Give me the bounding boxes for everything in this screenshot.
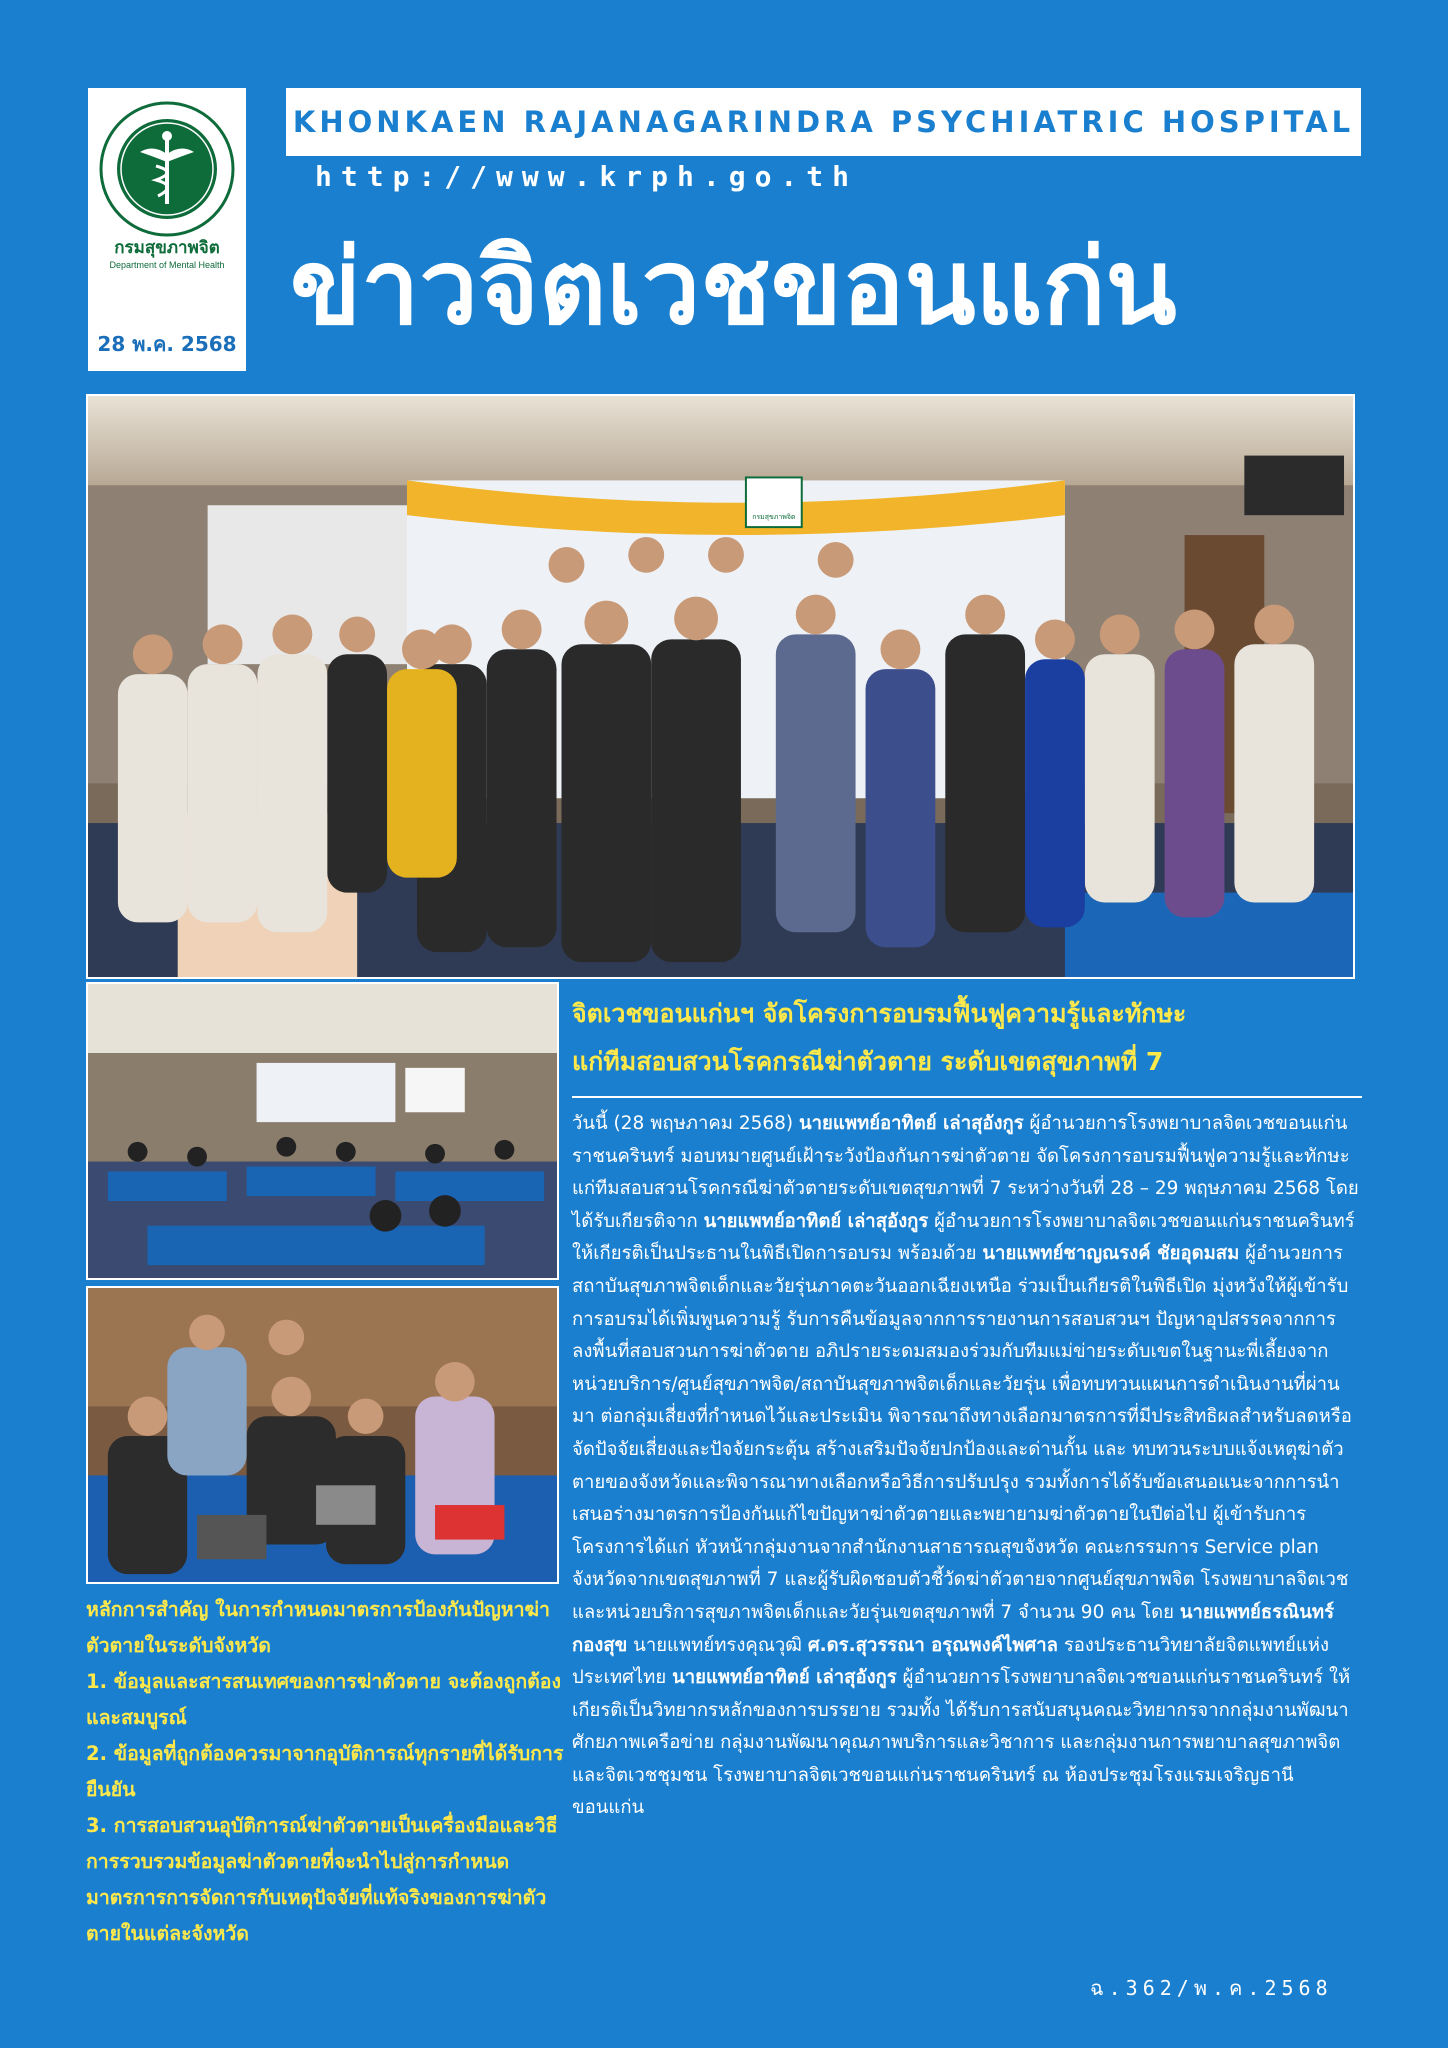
principle-item: 1. ข้อมูลและสารสนเทศของการฆ่าตัวตาย จะต้องถูกต้องและสมบูรณ์ [86,1670,562,1729]
body-segment: วันนี้ (28 พฤษภาคม 2568) [572,1113,800,1134]
body-segment: ผู้อำนวยการโรงพยาบาลจิตเวชขอนแก่นราชนครินทร์ ให้เกียรติเป็นประธานในพิธีเปิดการอบรม พร้อมด้วย [572,1210,1355,1265]
department-name-thai: กรมสุขภาพจิต [114,238,220,258]
principle-item: 3. การสอบสวนอุบัติการณ์ฆ่าตัวตายเป็นเครื่องมือและวิธีการรวบรวมข้อมูลฆ่าตัวตายที่จะนำไปสู่การกำหนดมาตรการการจัดการกับเหตุปัจจัยที่แท้จริงของการฆ่าตัวตายในแต่ละจังหวัด [86,1814,558,1945]
document-code: ฉ.362/พ.ค.2568 [1090,1976,1333,2000]
headline-divider [572,1096,1362,1098]
key-principles [86,1592,564,1952]
person-name: นายแพทย์ธรณินทร์ กองสุข [572,1601,1335,1656]
group-photo [86,394,1355,979]
body-segment: รองประธานวิทยาลัยจิตแพทย์แห่งประเทศไทย [572,1634,1330,1689]
principles-title: หลักการสำคัญ ในการกำหนดมาตรการป้องกันปัญหาฆ่าตัวตายในระดับจังหวัด [86,1598,550,1657]
website-url: http://www.krph.go.th [315,160,859,193]
logo-panel [88,88,246,371]
article-body [572,1108,1362,1825]
headline-line-2: แก่ทีมสอบสวนโรคกรณีฆ่าตัวตาย ระดับเขตสุขภาพที่ 7 [572,1047,1164,1076]
department-name-english: Department of Mental Health [109,260,225,270]
body-segment: นายแพทย์ทรงคุณวุฒิ [627,1634,808,1656]
person-name: นายแพทย์ชาญณรงค์ ชัยอุดมสม [982,1243,1240,1265]
hospital-name-bar [286,88,1361,156]
group-photo-image [88,396,1353,977]
article-headline [572,990,1362,1086]
body-segment: ผู้อำนวยการโรงพยาบาลจิตเวชขอนแก่นราชนครินทร์ มอบหมายศูนย์เฝ้าระวังป้องกันการฆ่าตัวตาย จัดโครงการอบรมฟื้นฟูความรู้และทักษะแก่ทีมสอบสวนโรคกรณีฆ่าตัวตายระดับเขตสุขภาพที่ 7 ระหว่างวันที่ 28 – 29 พฤษภาคม 2568 โดยได้รับเกียรติจาก [572,1113,1359,1232]
ministry-seal-icon [98,100,236,238]
headline-line-1: จิตเวชขอนแก่นฯ จัดโครงการอบรมฟื้นฟูความรู้และทักษะ [572,999,1187,1028]
person-name: นายแพทย์อาทิตย์ เล่าสุอังกูร [799,1113,1024,1134]
training-room-image [88,984,557,1278]
person-name: นายแพทย์อาทิตย์ เล่าสุอังกูร [672,1667,897,1689]
training-room-photo [86,982,559,1280]
person-name: ศ.ดร.สุวรรณา อรุณพงค์ไพศาล [807,1634,1058,1656]
person-name: นายแพทย์อาทิตย์ เล่าสุอังกูร [703,1210,929,1232]
body-segment: ผู้อำนวยการโรงพยาบาลจิตเวชขอนแก่นราชนครินทร์ ให้เกียรติเป็นวิทยากรหลักของการบรรยาย รวมทั้ง ได้รับการสนับสนุนคณะวิทยากรจากกลุ่มงานพัฒนาศักยภาพเครือข่าย กลุ่มงานพัฒนาคุณภาพบริการและวิชาการ และกลุ่มงานการพยาบาลสุขภาพจิตและจิตเวชชุมชน โรงพยาบาลจิตเวชขอนแก่นราชนครินทร์ ณ ห้องประชุมโรงแรมเจริญธานีขอนแก่น [572,1667,1351,1819]
group-work-photo [86,1286,559,1584]
group-work-image [88,1288,557,1582]
stage-logo-text: กรมสุขภาพจิต [752,513,796,522]
issue-date: 28 พ.ค. 2568 [97,332,237,356]
principle-item: 2. ข้อมูลที่ถูกต้องควรมาจากอุบัติการณ์ทุกรายที่ได้รับการยืนยัน [86,1742,564,1801]
masthead-title: ข่าวจิตเวชขอนแก่น [290,226,1177,348]
body-segment: ผู้อำนวยการสถาบันสุขภาพจิตเด็กและวัยรุ่นภาคตะวันออกเฉียงเหนือ ร่วมเป็นเกียรติในพิธีเปิด มุ่งหวังให้ผู้เข้ารับการอบรมได้เพิ่มพูนความรู้ รับการคืนข้อมูลจากการรายงานการสอบสวนฯ ปัญหาอุปสรรคจากการลงพื้นที่สอบสวนการฆ่าตัวตาย อภิปรายระดมสมองร่วมกับทีมแม่ข่ายระดับเขตในฐานะพี่เลี้ยงจากหน่วยบริการ/ศูนย์สุขภาพจิต/สถาบันสุขภาพจิตเด็กและวัยรุ่น เพื่อทบทวนแผนการดำเนินงานที่ผ่านมา ต่อกลุ่มเสี่ยงที่กำหนดไว้และประเมิน พิจารณาถึงทางเลือกมาตรการที่มีประสิทธิผลสำหรับลดหรือจัดปัจจัยเสี่ยงและปัจจัยกระตุ้น สร้างเสริมปัจจัยปกป้องและด่านกั้น และ ทบทวนระบบแจ้งเหตุฆ่าตัวตายของจังหวัดและพิจารณาทางเลือกหรือวิธีการปรับปรุง รวมทั้งการได้รับข้อเสนอแนะจากการนำเสนอร่างมาตรการป้องกันแก้ไขปัญหาฆ่าตัวตายและพยายามฆ่าตัวตายในปีต่อไป ผู้เข้ารับการโครงการได้แก่ หัวหน้ากลุ่มงานจากสำนักงานสาธารณสุขจังหวัด คณะกรรมการ Service plan จังหวัดจากเขตสุขภาพที่ 7 และผู้รับผิดชอบตัวชี้วัดฆ่าตัวตายจากศูนย์สุขภาพจิต โรงพยาบาลจิตเวชและหน่วยบริการสุขภาพจิตเด็กและวัยรุ่นเขตสุขภาพที่ 7 จำนวน 90 คน โดย [572,1243,1352,1623]
hospital-name: KHONKAEN RAJANAGARINDRA PSYCHIATRIC HOSPITAL [292,105,1355,139]
